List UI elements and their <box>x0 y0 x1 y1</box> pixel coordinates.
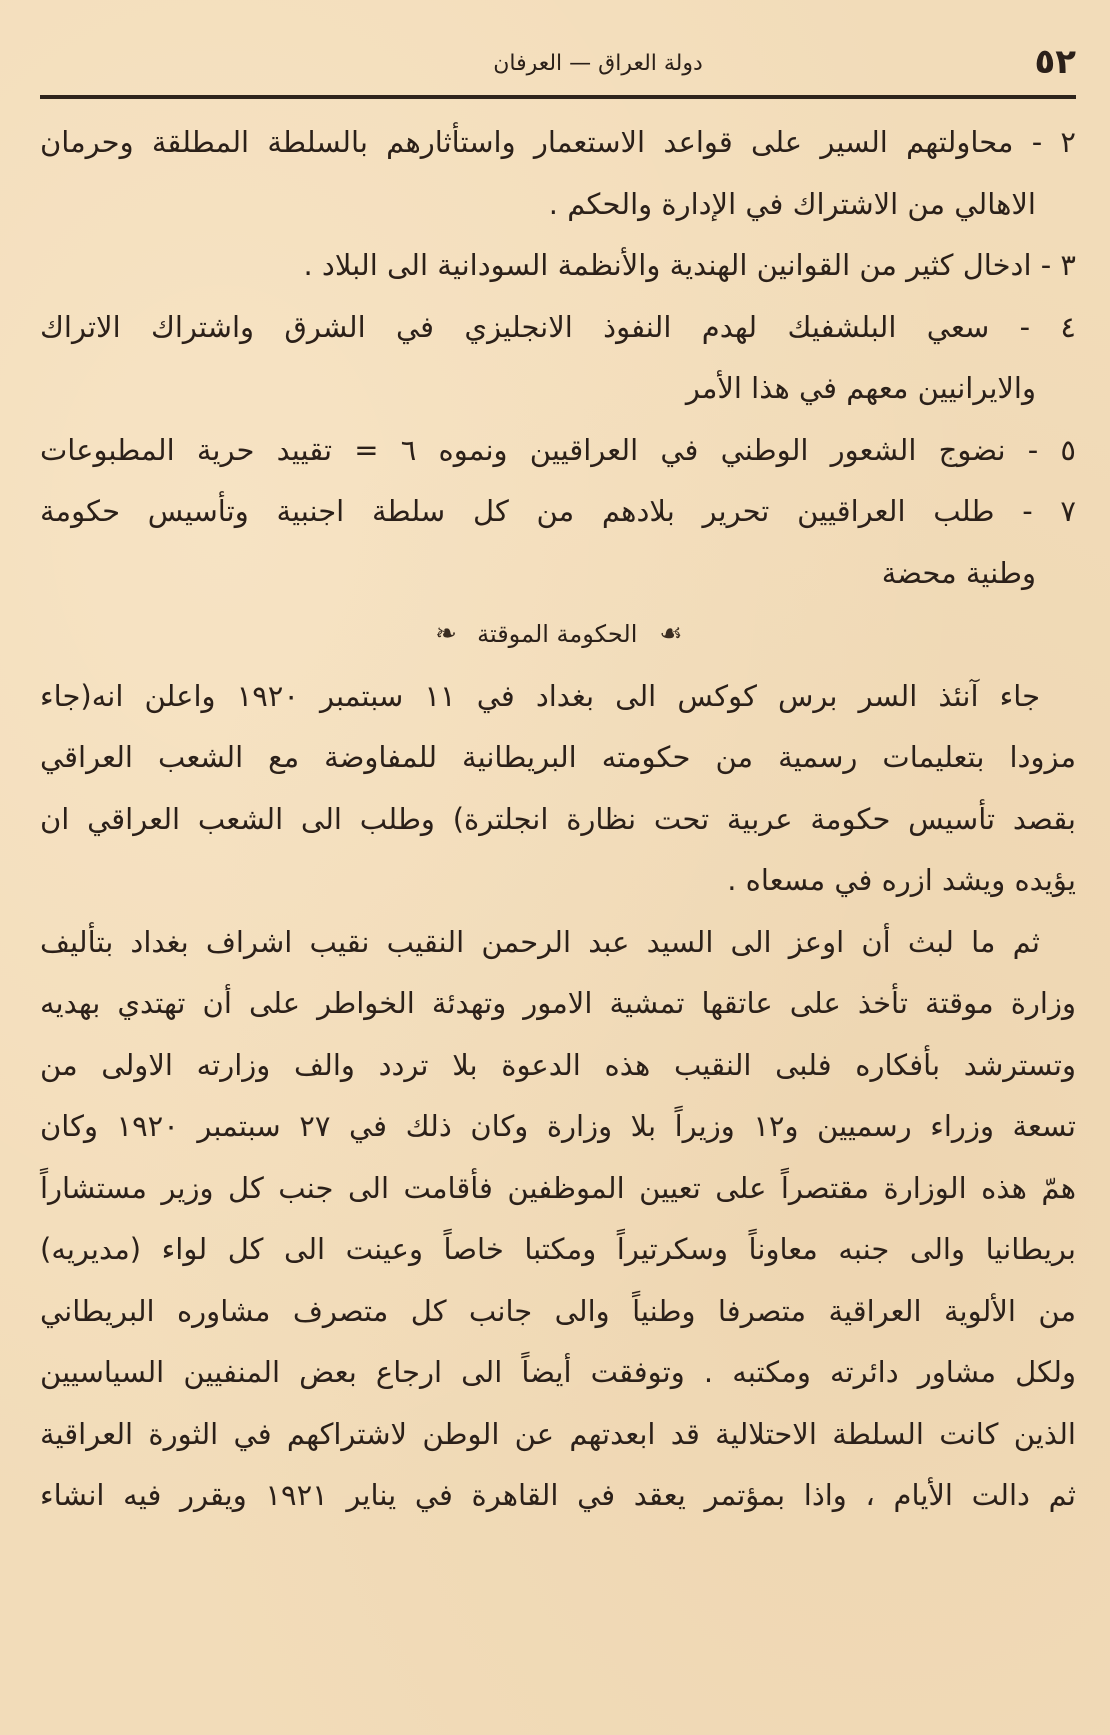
list-item-7-line-1: ٧ - طلب العراقيين تحرير بلادهم من كل سلطة اجنبية وتأسيس حكومة <box>40 494 1076 528</box>
ornament-left-icon: ❧ <box>435 619 456 649</box>
list-item-2-line-1: ٢ - محاولتهم السير على قواعد الاستعمار واستأثارهم بالسلطة المطلقة وحرمان <box>40 125 1076 159</box>
list-item-4-line-1: ٤ - سعي البلشفيك لهدم النفوذ الانجليزي في الشرق واشتراك الاتراك <box>40 309 1076 344</box>
paragraph-2-line-4: تسعة وزراء رسميين و١٢ وزيراً بلا وزارة وكان ذلك في ٢٧ سبتمبر ١٩٢٠ وكان <box>40 1109 1076 1143</box>
paragraph-2-line-8: ولكل مشاور دائرته ومكتبه . وتوفقت أيضاً الى ارجاع بعض المنفيين السياسيين <box>40 1355 1076 1389</box>
page-number: ٥٢ <box>1034 42 1076 82</box>
paragraph-2-line-10: ثم دالت الأيام ، واذا بمؤتمر يعقد في القاهرة في يناير ١٩٢١ ويقرر فيه انشاء <box>40 1478 1076 1512</box>
paragraph-2-line-7: من الألوية العراقية متصرفا وطنياً والى جانب كل متصرف مشاوره البريطاني <box>40 1293 1076 1328</box>
paragraph-1-line-1: جاء آنئذ السر برس كوكس الى بغداد في ١١ سبتمبر ١٩٢٠ واعلن انه(جاء <box>40 678 1041 713</box>
paragraph-1-line-2: مزودا بتعليمات رسمية من حكومته البريطانية للمفاوضة مع الشعب العراقي <box>40 740 1076 774</box>
paragraph-1-line-4: يؤيده ويشد ازره في مسعاه . <box>727 863 1076 897</box>
list-item-3: ٣ - ادخال كثير من القوانين الهندية والأنظمة السودانية الى البلاد . <box>303 248 1076 282</box>
running-title: دولة العراق — العرفان <box>493 51 703 76</box>
paragraph-2-line-9: الذين كانت السلطة الاحتلالية قد ابعدتهم عن الوطن لاشتراكهم في الثورة العراقية <box>40 1416 1076 1451</box>
paragraph-2-line-2: وزارة موقتة تأخذ على عاتقها تمشية الامور وتهدئة الخواطر على أن تهتدي بهديه <box>40 986 1076 1020</box>
paragraph-2-line-3: وتسترشد بأفكاره فلبى النقيب هذه الدعوة بلا تردد والف وزارته الاولى من <box>40 1047 1076 1082</box>
body-text <box>40 112 1076 1527</box>
running-head <box>40 40 1076 90</box>
book-page <box>40 0 1076 1735</box>
list-item-5-6: ٥ - نضوج الشعور الوطني في العراقيين ونموه ٦ = تقييد حرية المطبوعات <box>40 432 1076 467</box>
section-heading-title: الحكومة الموقتة <box>477 620 638 648</box>
paragraph-2-line-1: ثم ما لبث أن اوعز الى السيد عبد الرحمن النقيب نقيب اشراف بغداد بتأليف <box>40 924 1040 959</box>
list-item-7-line-2: وطنية محضة <box>881 555 1036 590</box>
ornament-right-icon: ☙ <box>659 619 681 649</box>
paragraph-2-line-6: بريطانيا والى جنبه معاوناً وسكرتيراً ومكتبا خاصاً وعينت الى كل لواء (مديريه) <box>40 1232 1076 1266</box>
paragraph-1-line-3: بقصد تأسيس حكومة عربية تحت نظارة انجلترة) وطلب الى الشعب العراقي ان <box>40 801 1076 836</box>
list-item-4-line-2: والايرانيين معهم في هذا الأمر <box>685 371 1036 405</box>
header-rule <box>40 95 1076 99</box>
paragraph-2-line-5: همّ هذه الوزارة مقتصراً على تعيين الموظفين فأقامت الى جنب كل وزير مستشاراً <box>40 1170 1076 1205</box>
section-heading <box>40 604 1076 666</box>
list-item-2-line-2: الاهالي من الاشتراك في الإدارة والحكم . <box>548 186 1036 221</box>
